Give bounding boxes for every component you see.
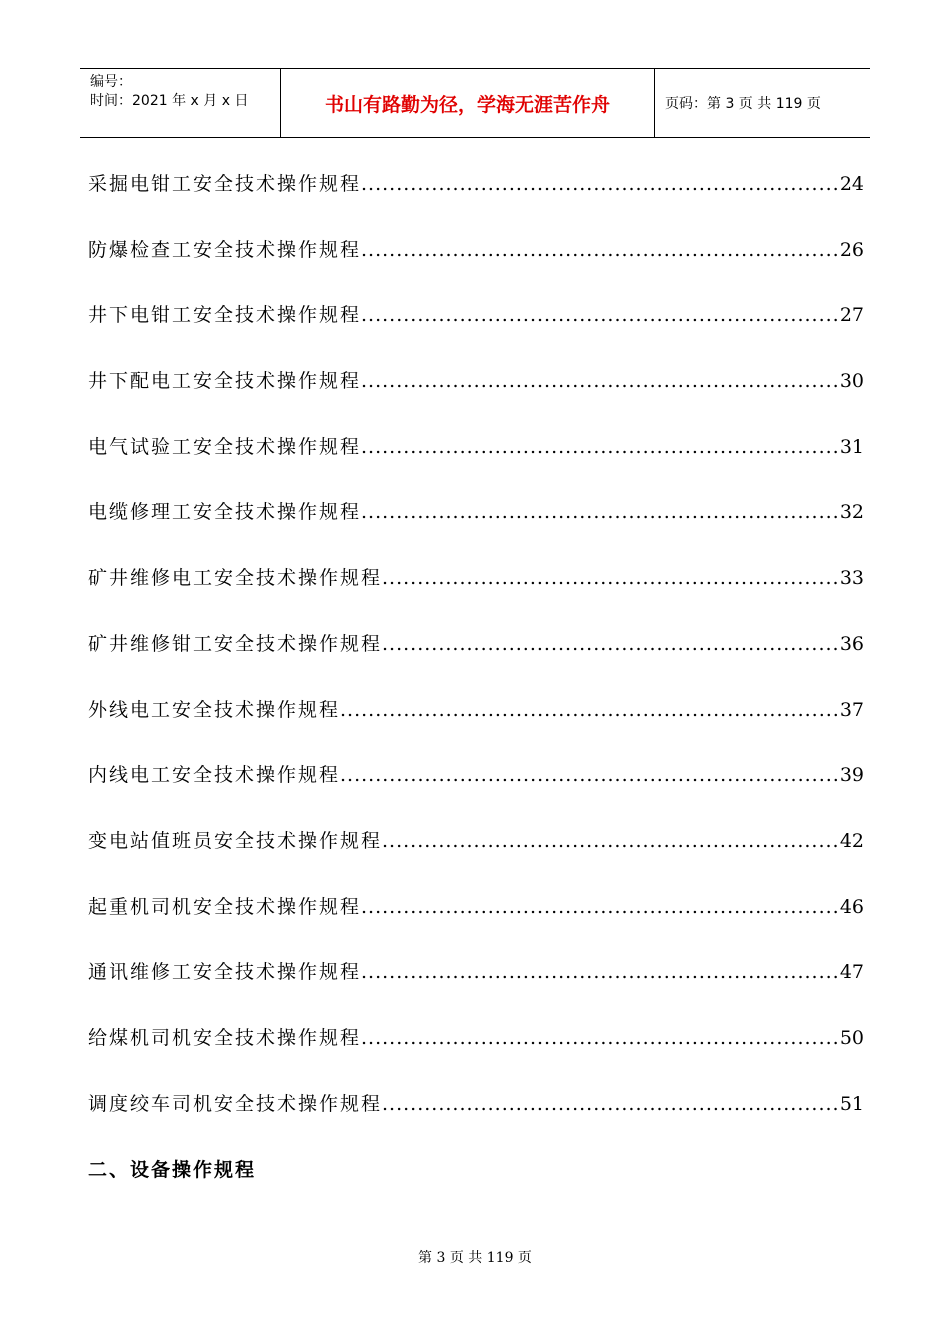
toc-entry[interactable] — [88, 628, 864, 694]
toc-entry-title: 矿井维修电工安全技术操作规程 — [88, 567, 383, 590]
toc-entry-page: 50 — [839, 1026, 864, 1049]
header-motto: 书山有路勤为径，学海无涯苦作舟 — [281, 69, 655, 137]
toc-entry[interactable] — [88, 759, 864, 825]
toc-entry[interactable] — [88, 365, 864, 431]
toc-entry-page: 30 — [839, 370, 864, 393]
toc-entry-title: 井下电钳工安全技术操作规程 — [88, 304, 362, 327]
toc-entry-page: 36 — [839, 632, 864, 655]
toc-entry[interactable] — [88, 891, 864, 957]
toc-entry-title: 内线电工安全技术操作规程 — [88, 764, 341, 787]
toc-entry[interactable] — [88, 562, 864, 628]
toc-leader-dots — [340, 694, 840, 726]
toc-entry[interactable] — [88, 1088, 864, 1154]
toc-leader-dots — [382, 1088, 840, 1120]
table-of-contents — [88, 168, 864, 1153]
toc-entry-page: 32 — [839, 501, 864, 524]
toc-entry-title: 起重机司机安全技术操作规程 — [88, 895, 362, 918]
toc-leader-dots — [361, 299, 840, 331]
toc-entry-page: 47 — [839, 961, 864, 984]
toc-entry-title: 调度绞车司机安全技术操作规程 — [88, 1092, 383, 1115]
header-page-info: 页码：第 3 页 共 119 页 — [665, 96, 821, 112]
toc-entry[interactable] — [88, 234, 864, 300]
toc-entry-page: 27 — [839, 304, 864, 327]
toc-leader-dots — [361, 496, 840, 528]
toc-entry[interactable] — [88, 694, 864, 760]
page-header — [80, 68, 870, 138]
toc-entry-page: 33 — [839, 567, 864, 590]
toc-entry[interactable] — [88, 299, 864, 365]
toc-entry-title: 通讯维修工安全技术操作规程 — [88, 961, 362, 984]
header-meta — [80, 69, 281, 137]
toc-leader-dots — [361, 234, 840, 266]
toc-entry-title: 采掘电钳工安全技术操作规程 — [88, 173, 362, 195]
toc-entry[interactable] — [88, 496, 864, 562]
toc-leader-dots — [361, 365, 840, 397]
document-number-label: 编号： — [90, 74, 132, 90]
toc-entry-title: 电缆修理工安全技术操作规程 — [88, 501, 362, 524]
page-footer: 第 3 页 共 119 页 — [418, 1250, 532, 1266]
toc-leader-dots — [361, 891, 840, 923]
toc-entry-page: 46 — [839, 895, 864, 918]
toc-leader-dots — [361, 1022, 840, 1054]
toc-leader-dots — [361, 168, 840, 200]
toc-entry-title: 给煤机司机安全技术操作规程 — [88, 1026, 362, 1049]
toc-entry-title: 防爆检查工安全技术操作规程 — [88, 238, 362, 261]
toc-entry-page: 26 — [839, 238, 864, 261]
toc-entry-title: 变电站值班员安全技术操作规程 — [88, 829, 383, 852]
toc-entry-page: 31 — [839, 435, 864, 458]
toc-entry-title: 矿井维修钳工安全技术操作规程 — [88, 632, 383, 655]
toc-entry-page: 24 — [839, 173, 864, 195]
toc-leader-dots — [382, 825, 840, 857]
toc-entry[interactable] — [88, 1022, 864, 1088]
toc-leader-dots — [361, 431, 840, 463]
toc-entry-title: 电气试验工安全技术操作规程 — [88, 435, 362, 458]
toc-entry-title: 外线电工安全技术操作规程 — [88, 698, 341, 721]
toc-leader-dots — [361, 956, 840, 988]
toc-entry-page: 37 — [839, 698, 864, 721]
toc-entry[interactable] — [88, 825, 864, 891]
section-heading: 二、设备操作规程 — [88, 1159, 257, 1181]
toc-entry-page: 39 — [839, 764, 864, 787]
toc-leader-dots — [382, 562, 840, 594]
toc-entry[interactable] — [88, 956, 864, 1022]
toc-entry[interactable] — [88, 431, 864, 497]
toc-leader-dots — [382, 628, 840, 660]
toc-entry[interactable] — [88, 168, 864, 234]
document-date: 时间：2021 年 x 月 x 日 — [90, 93, 249, 109]
toc-entry-page: 51 — [839, 1092, 864, 1115]
toc-entry-page: 42 — [839, 829, 864, 852]
toc-entry-title: 井下配电工安全技术操作规程 — [88, 370, 362, 393]
toc-leader-dots — [340, 759, 840, 791]
